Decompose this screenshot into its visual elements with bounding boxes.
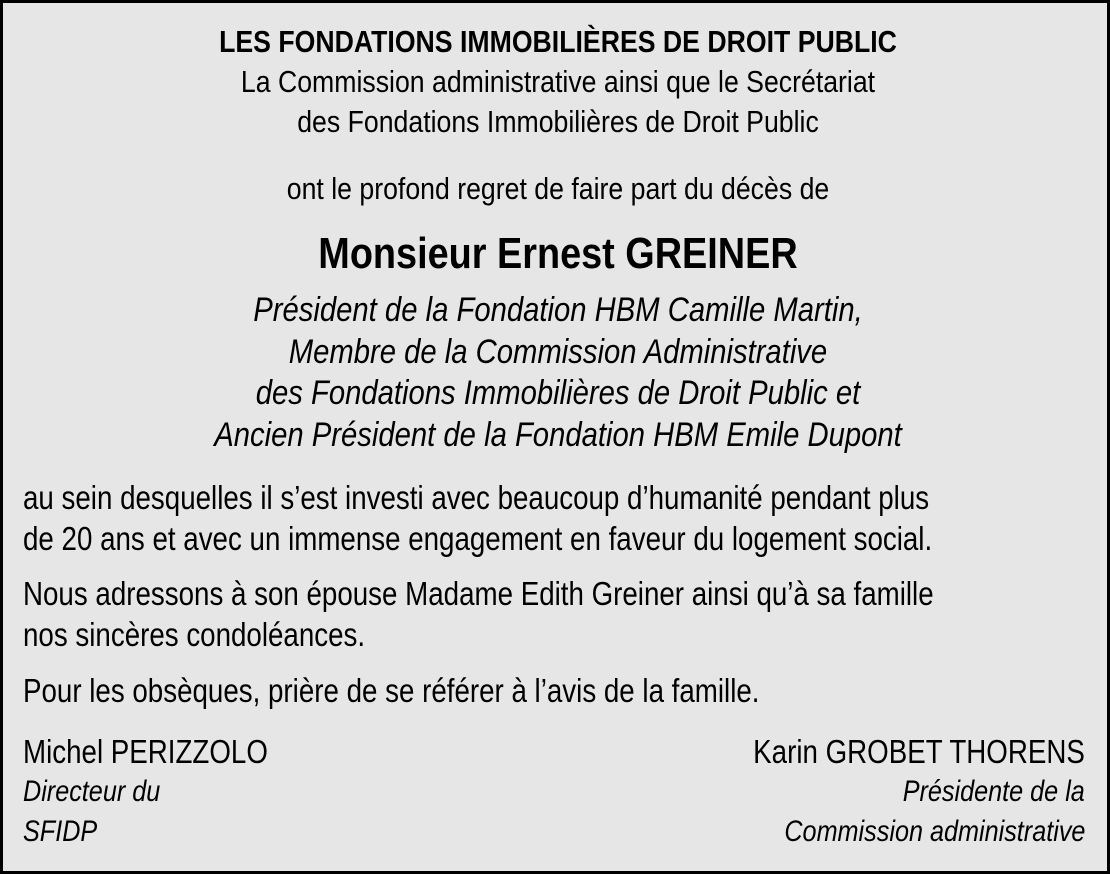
announcement-text: ont le profond regret de faire part du décès de bbox=[286, 171, 830, 206]
signatory-role-left: Directeur du bbox=[23, 775, 161, 808]
signatory-role-left: SFIDP bbox=[23, 815, 98, 848]
body-text-line: au sein desquelles il s’est investi avec beaucoup d’humanité pendant plus bbox=[23, 479, 930, 516]
deceased-title-line: des Fondations Immobilières de Droit Public et bbox=[255, 374, 861, 412]
signatory-name-right: Karin GROBET THORENS bbox=[753, 733, 1085, 770]
deceased-title-line: Ancien Président de la Fondation HBM Emile Dupont bbox=[214, 416, 902, 454]
signatory-role-right: Présidente de la bbox=[902, 775, 1085, 808]
body-text-line: Nous adressons à son épouse Madame Edith Greiner ainsi qu’à sa famille bbox=[23, 575, 934, 612]
header-line: des Fondations Immobilières de Droit Public bbox=[297, 104, 819, 139]
body-text-line: nos sincères condoléances. bbox=[23, 616, 366, 653]
signatory-role-right: Commission administrative bbox=[783, 815, 1085, 848]
header-line: La Commission administrative ainsi que le Secrétariat bbox=[240, 64, 876, 99]
body-text-line: Pour les obsèques, prière de se référer à l’avis de la famille. bbox=[23, 672, 760, 709]
deceased-title-line: Membre de la Commission Administrative bbox=[288, 333, 828, 371]
deceased-title-line: Président de la Fondation HBM Camille Martin, bbox=[253, 291, 863, 329]
deceased-name: Monsieur Ernest GREINER bbox=[318, 229, 798, 278]
organization-title: LES FONDATIONS IMMOBILIÈRES DE DROIT PUBLIC bbox=[219, 24, 897, 59]
signatory-name-left: Michel PERIZZOLO bbox=[23, 733, 268, 770]
body-text-line: de 20 ans et avec un immense engagement en faveur du logement social. bbox=[23, 520, 933, 557]
